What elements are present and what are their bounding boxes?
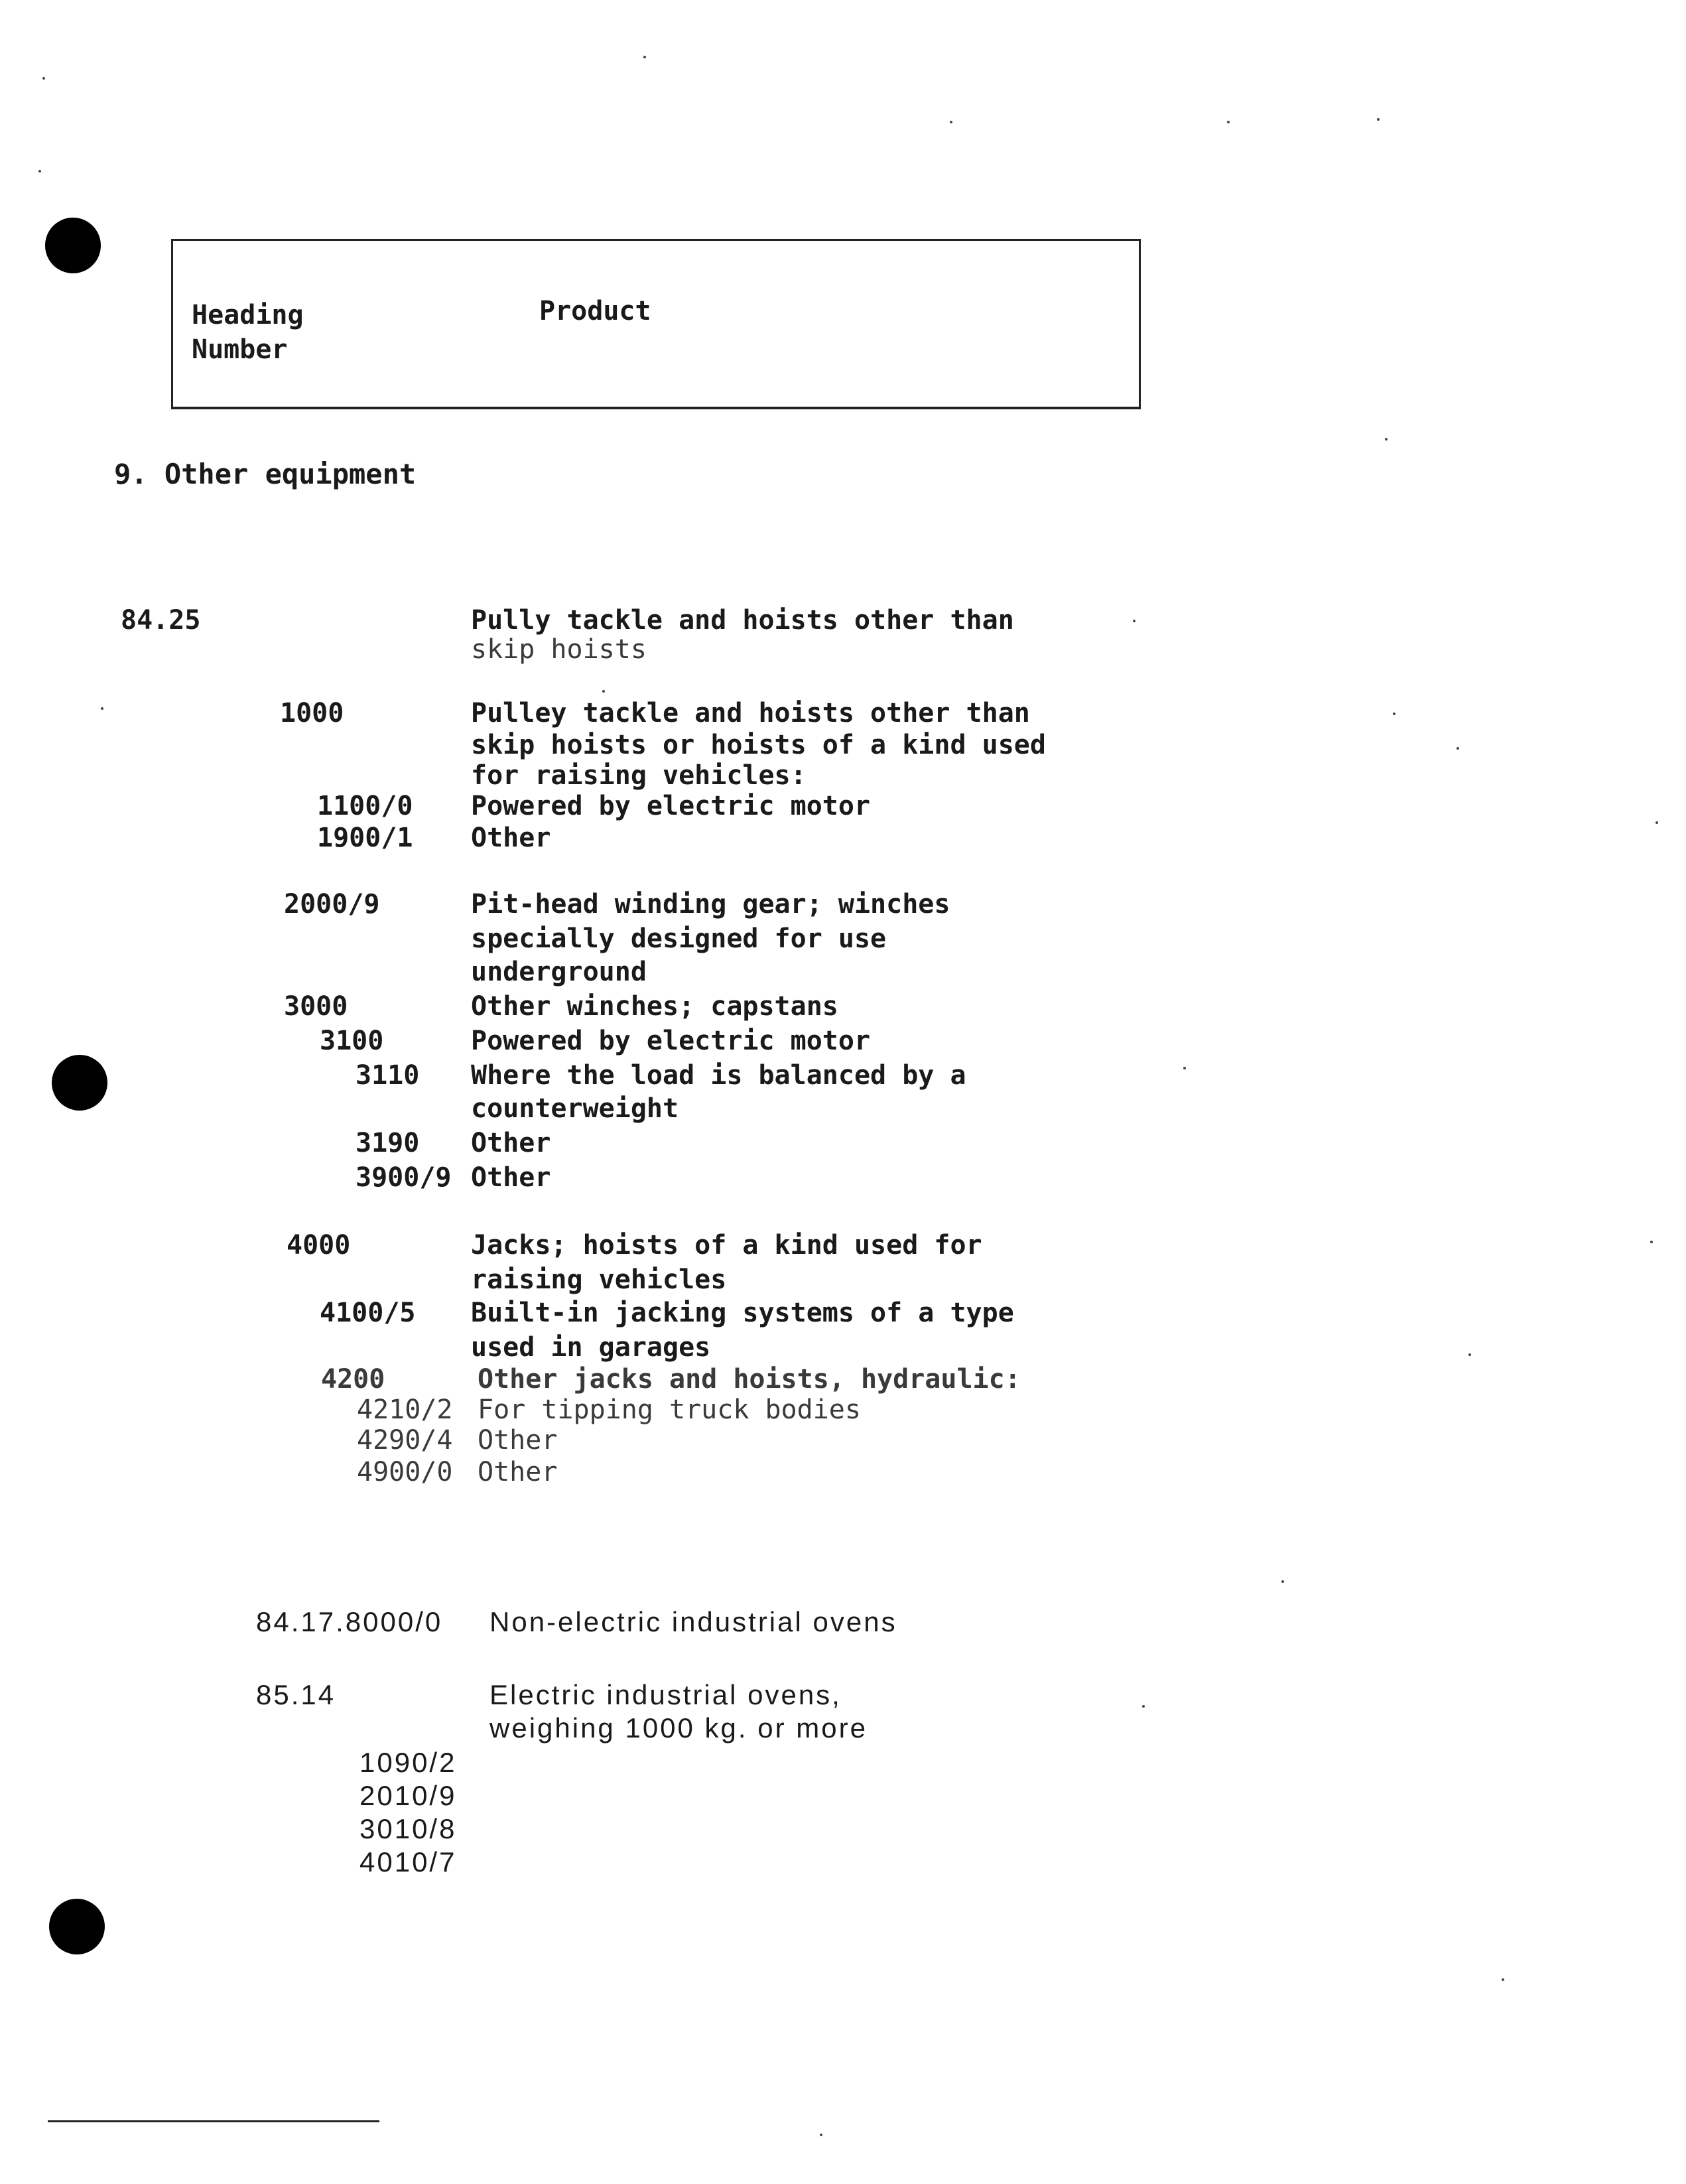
scan-speck: [950, 121, 952, 123]
row-code: 84.25: [121, 605, 201, 636]
row-desc: counterweight: [471, 1093, 679, 1124]
oven-subcode: 4010/7: [359, 1846, 457, 1877]
row-desc: Pit-head winding gear; winches: [471, 889, 950, 920]
heading-label: Heading: [192, 300, 304, 330]
row-desc: used in garages: [471, 1332, 711, 1363]
scan-speck: [1655, 821, 1658, 824]
row-code: 4000: [287, 1230, 351, 1261]
scan-speck: [42, 77, 45, 80]
oven-code: 84.17.8000/0: [256, 1606, 443, 1637]
punch-hole-middle: [52, 1055, 107, 1111]
row-desc: Where the load is balanced by a: [471, 1060, 966, 1091]
row-code: 3100: [320, 1026, 384, 1056]
oven-desc: Non-electric industrial ovens: [489, 1606, 897, 1637]
row-code: 3000: [284, 991, 348, 1022]
row-desc: underground: [471, 957, 647, 987]
row-code: 4290/4: [357, 1425, 453, 1456]
footer-rule: [48, 2120, 379, 2122]
row-code: 4210/2: [357, 1395, 453, 1425]
row-desc: Powered by electric motor: [471, 791, 871, 821]
row-code: 1000: [280, 698, 344, 728]
oven-subcode: 3010/8: [359, 1813, 457, 1844]
row-desc: Other: [471, 1128, 551, 1158]
row-desc: Other jacks and hoists, hydraulic:: [478, 1364, 1021, 1395]
row-code: 3110: [356, 1060, 420, 1091]
scan-speck: [38, 170, 41, 172]
scan-speck: [602, 690, 605, 693]
number-label: Number: [192, 334, 288, 365]
oven-desc: Electric industrial ovens,: [489, 1679, 842, 1710]
row-desc: Other winches; capstans: [471, 991, 838, 1022]
row-desc: Other: [478, 1425, 558, 1456]
heading-number-header: [192, 298, 304, 367]
row-desc: skip hoists: [471, 634, 647, 665]
row-desc: Pulley tackle and hoists other than: [471, 698, 1030, 728]
oven-subcode: 1090/2: [359, 1747, 457, 1778]
scan-speck: [1468, 1353, 1471, 1356]
row-desc: for raising vehicles:: [471, 760, 807, 791]
header-box: [171, 239, 1141, 409]
oven-code: 85.14: [256, 1679, 336, 1710]
row-code: 3900/9: [356, 1162, 452, 1193]
row-desc: Other: [471, 823, 551, 853]
scan-speck: [1385, 438, 1388, 441]
scan-speck: [1393, 713, 1395, 715]
scan-speck: [820, 2134, 822, 2136]
row-code: 1900/1: [317, 823, 413, 853]
row-desc: Pully tackle and hoists other than: [471, 605, 1014, 636]
oven-desc: weighing 1000 kg. or more: [489, 1712, 868, 1743]
scan-speck: [1377, 118, 1380, 121]
row-desc: specially designed for use: [471, 923, 887, 954]
scan-speck: [1227, 121, 1230, 123]
row-desc: Powered by electric motor: [471, 1026, 871, 1056]
section-title: 9. Other equipment: [114, 458, 417, 490]
punch-hole-top: [45, 218, 101, 273]
row-code: 3190: [356, 1128, 420, 1158]
scan-speck: [101, 707, 103, 710]
row-desc: Jacks; hoists of a kind used for: [471, 1230, 982, 1261]
row-desc: For tipping truck bodies: [478, 1395, 861, 1425]
punch-hole-bottom: [49, 1899, 105, 1954]
row-desc: Built-in jacking systems of a type: [471, 1298, 1014, 1328]
row-desc: raising vehicles: [471, 1264, 727, 1295]
row-code: 4200: [321, 1364, 385, 1395]
row-code: 4900/0: [357, 1457, 453, 1487]
scan-speck: [1502, 1978, 1504, 1981]
scan-speck: [1650, 1241, 1653, 1243]
row-code: 1100/0: [317, 791, 413, 821]
oven-subcode: 2010/9: [359, 1780, 457, 1811]
scan-speck: [1457, 747, 1459, 750]
scan-speck: [1183, 1067, 1186, 1069]
row-code: 4100/5: [320, 1298, 416, 1328]
row-code: 2000/9: [284, 889, 380, 920]
scan-speck: [643, 56, 646, 58]
scan-speck: [1133, 620, 1135, 622]
row-desc: skip hoists or hoists of a kind used: [471, 730, 1046, 760]
row-desc: Other: [478, 1457, 558, 1487]
scan-speck: [1142, 1705, 1145, 1708]
row-desc: Other: [471, 1162, 551, 1193]
scan-speck: [1281, 1580, 1284, 1583]
product-header: Product: [539, 296, 651, 326]
